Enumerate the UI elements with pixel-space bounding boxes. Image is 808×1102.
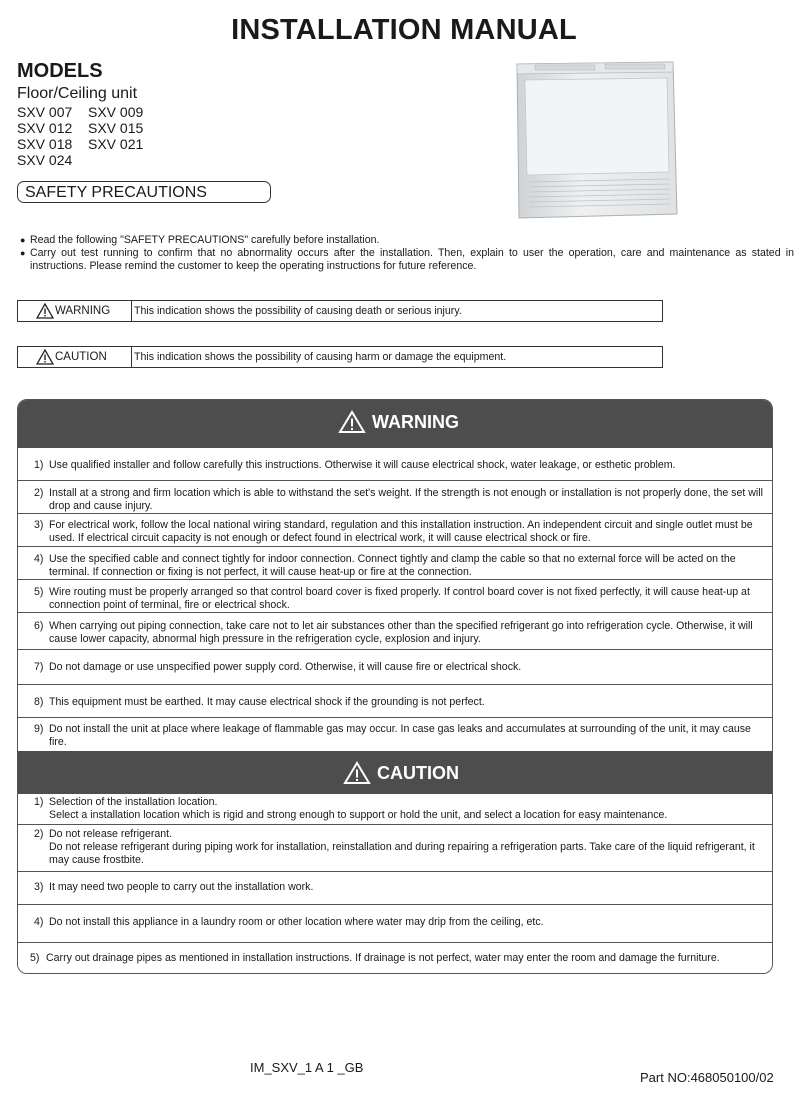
item-number: 2) [34, 828, 44, 840]
warning-band [18, 400, 772, 448]
item-number: 4) [34, 916, 44, 928]
model-label: SXV 018 [17, 136, 73, 152]
item-number: 6) [34, 620, 44, 632]
item-text: Do not damage or use unspecified power supply cord. Otherwise, it will cause fire or electrical shock. [49, 661, 522, 673]
intro-text: Carry out test running to confirm that no abnormality occurs after the installation. Then, explain to user the operation, care and maintenance as stated in instructions. Please remind the customer to keep the operating instructions for future reference. [30, 247, 794, 272]
bullet-icon: ● [20, 248, 26, 258]
intro-item [20, 234, 794, 247]
warning-item [18, 580, 772, 613]
warning-legend-label-cell [18, 301, 132, 321]
item-text: Select a installation location which is rigid and strong enough to support or hold the unit, and select a location for easy maintenance. [49, 809, 668, 821]
caution-legend-desc: This indication shows the possibility of causing harm or damage the equipment. [134, 351, 507, 363]
warning-triangle-icon [338, 410, 366, 434]
item-text: Do not install this appliance in a laundry room or other location where water may drip from the ceiling, etc. [49, 916, 544, 928]
intro-text: Read the following "SAFETY PRECAUTIONS" carefully before installation. [30, 234, 380, 246]
item-number: 3) [34, 881, 44, 893]
warning-item [18, 650, 772, 685]
warning-item [18, 547, 772, 580]
item-text: Wire routing must be properly arranged so that control board cover is fixed properly. If control board cover is not fixed perfectly, it will cause heat-up at connection point of terminal, fire or electrical shock. [49, 586, 750, 611]
warning-section-heading: WARNING [372, 411, 459, 432]
item-text: This equipment must be earthed. It may cause electrical shock if the grounding is not perfect. [49, 696, 485, 708]
caution-triangle-icon [343, 761, 371, 785]
caution-triangle-icon [36, 349, 54, 365]
caution-legend-label: CAUTION [55, 351, 107, 363]
warning-item [18, 718, 772, 751]
caution-item [18, 943, 772, 974]
caution-item [18, 794, 772, 825]
warning-item [18, 481, 772, 514]
item-text: Use the specified cable and connect tightly for indoor connection. Connect tightly and clamp the cable so that no external force will be acted on the terminal. If connection or fixing is not perfect, it will cause heat-up or fire at the connection. [49, 553, 736, 578]
item-text: Selection of the installation location. [49, 796, 218, 808]
models-heading: MODELS [17, 60, 103, 82]
item-number: 4) [34, 553, 44, 565]
model-label: SXV 015 [88, 120, 144, 136]
safety-precautions-heading: SAFETY PRECAUTIONS [17, 181, 271, 203]
model-label: SXV 009 [88, 104, 144, 120]
part-number: Part NO:468050100/02 [640, 1070, 774, 1085]
warning-item [18, 514, 772, 547]
item-number: 5) [34, 586, 44, 598]
caution-legend-label-cell [18, 347, 132, 367]
model-label: SXV 007 [17, 104, 73, 120]
item-number: 3) [34, 519, 44, 531]
intro-item [20, 247, 794, 273]
warning-item [18, 448, 772, 481]
page-title: INSTALLATION MANUAL [231, 14, 577, 46]
warning-item [18, 613, 772, 650]
caution-legend [17, 346, 663, 368]
models-subtitle: Floor/Ceiling unit [17, 85, 138, 102]
caution-section-heading: CAUTION [377, 762, 459, 783]
air-conditioner-unit-image [505, 54, 685, 224]
item-text: Use qualified installer and follow carefully this instructions. Otherwise it will cause electrical shock, water leakage, or esthetic problem. [49, 459, 676, 471]
caution-item [18, 905, 772, 943]
item-text: Install at a strong and firm location which is able to withstand the set's weight. If the strength is not enough or installation is not properly done, the set will drop and cause injury. [49, 487, 763, 512]
item-number: 8) [34, 696, 44, 708]
item-number: 5) [30, 952, 40, 964]
warning-legend-desc: This indication shows the possibility of causing death or serious injury. [134, 305, 462, 317]
item-text: It may need two people to carry out the installation work. [49, 881, 314, 893]
safety-box [17, 399, 773, 974]
bullet-icon: ● [20, 235, 26, 245]
item-text: Do not release refrigerant. [49, 828, 173, 840]
caution-item [18, 825, 772, 872]
item-number: 7) [34, 661, 44, 673]
item-text: Do not install the unit at place where leakage of flammable gas may occur. In case gas leaks and accumulates at surrounding of the unit, it may cause fire. [49, 723, 751, 748]
model-label: SXV 024 [17, 152, 73, 168]
model-label: SXV 012 [17, 120, 73, 136]
item-text: Carry out drainage pipes as mentioned in installation instructions. If drainage is not perfect, water may enter the room and damage the furniture. [46, 952, 720, 964]
warning-triangle-icon [36, 303, 54, 319]
model-label: SXV 021 [88, 136, 144, 152]
caution-band [18, 751, 772, 794]
item-text: When carrying out piping connection, take care not to let air substances other than the specified refrigerant go into refrigeration cycle. Otherwise, it will cause lower capacity, abnormal high pressure in the refrigeration cycle, explosion and injury. [49, 620, 753, 645]
warning-legend-label: WARNING [55, 305, 111, 317]
item-number: 2) [34, 487, 44, 499]
document-code: IM_SXV_1 A 1 _GB [250, 1060, 364, 1075]
item-number: 1) [34, 459, 44, 471]
warning-item [18, 685, 772, 718]
caution-item [18, 872, 772, 905]
warning-legend [17, 300, 663, 322]
item-number: 9) [34, 723, 44, 735]
item-text: For electrical work, follow the local national wiring standard, regulation and this installation instruction. An independent circuit and single outlet must be used. If electrical circuit capacity is not enough or defect found in electrical work, it will cause electrical shock or fire. [49, 519, 753, 544]
item-number: 1) [34, 796, 44, 808]
item-text: Do not release refrigerant during piping work for installation, reinstallation and during repairing a refrigeration parts. Take care of the liquid refrigerant, it may cause frostbite. [49, 841, 755, 866]
